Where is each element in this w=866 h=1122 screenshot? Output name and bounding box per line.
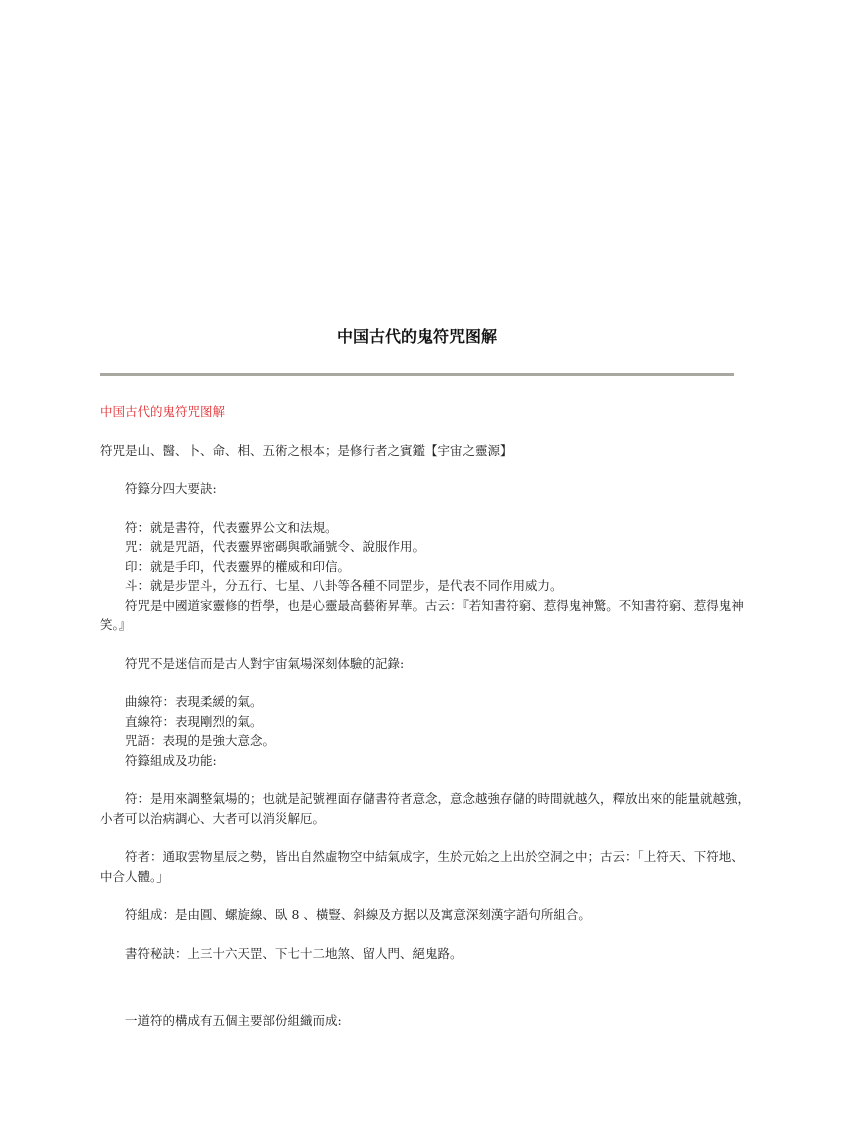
list-item: 符：就是書符，代表靈界公文和法規。 xyxy=(125,519,338,535)
section2-heading: 符咒不是迷信而是古人對宇宙氣場深刻体驗的記錄: xyxy=(125,655,405,671)
list-item: 斗：就是步罡斗，分五行、七星、八卦等各種不同罡步，是代表不同作用威力。 xyxy=(125,578,563,593)
document-body xyxy=(100,402,756,1031)
fuzhe-paragraph: 符者：通取雲物星辰之勢，皆出自然虛物空中結氣成字，生於元始之上出於空洞之中；古云：「上符天、下符地、中合人體。」 xyxy=(100,849,744,884)
fu-paragraph: 符：是用來調整氣場的；也就是記號裡面存儲書符者意念，意念越強存儲的時間就越久，釋放出來的能量就越強，小者可以治病調心、大者可以消災解厄。 xyxy=(100,791,751,826)
subtitle-link: 中国古代的鬼符咒图解 xyxy=(100,404,226,419)
list-item: 咒語：表現的是強大意念。 xyxy=(125,733,276,748)
title-divider xyxy=(100,373,734,376)
list-item: 符籙組成及功能: xyxy=(125,752,217,768)
page-title: 中国古代的鬼符咒图解 xyxy=(336,327,497,346)
list-item: 印：就是手印，代表靈界的權威和印信。 xyxy=(125,558,351,574)
intro-paragraph: 符咒是山、醫、卜、命、相、五術之根本；是修行者之賓鑑【宇宙之靈源】 xyxy=(100,442,513,458)
list-item: 曲線符：表現柔緩的氣。 xyxy=(125,694,263,709)
list-item: 咒：就是咒語，代表靈界密碼與歌誦號令、說服作用。 xyxy=(125,539,426,554)
secret-paragraph: 書符秘訣：上三十六天罡、下七十二地煞、留人門、絕鬼路。 xyxy=(125,945,463,961)
composition-paragraph: 符組成：是由圓、螺旋線、臥 8 、橫豎、斜線及方据以及寓意深刻漢字語句所組合。 xyxy=(125,907,591,922)
philosophy-paragraph: 符咒是中國道家靈修的哲學，也是心靈最高藝術昇華。古云：『若知書符窮、惹得鬼神驚。不知書符窮、惹得鬼神笑。』 xyxy=(100,597,744,632)
list-item: 直線符：表現剛烈的氣。 xyxy=(125,713,263,729)
section1-heading: 符籙分四大要訣: xyxy=(125,481,217,496)
structure-paragraph: 一道符的構成有五個主要部份組織而成: xyxy=(125,1013,342,1028)
